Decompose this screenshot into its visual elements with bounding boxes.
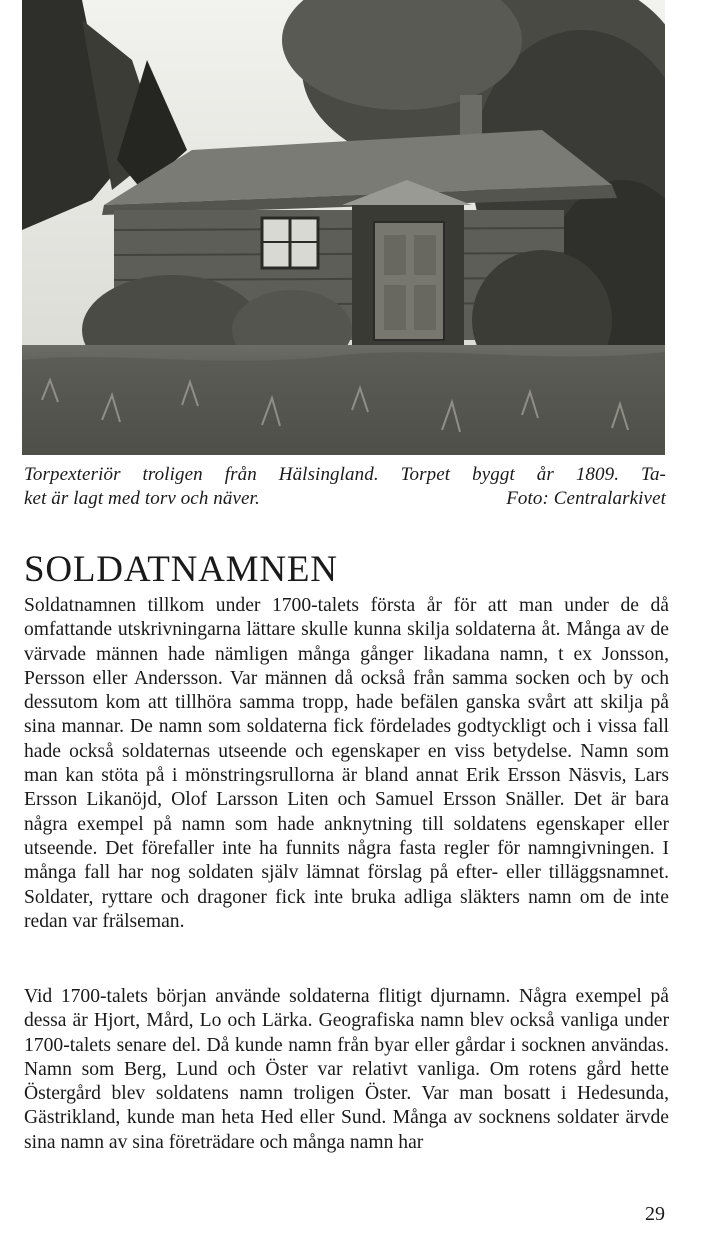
photo-caption-text: ket är lagt med torv och näver. [24, 488, 260, 509]
cottage-photo [22, 0, 665, 455]
article-paragraph-1: Soldatnamnen tillkom under 1700-talets första år för att man under de då omfattande utskrivningarna lättare skulle kunna skilja soldaterna åt. Många av de värvade männen hade nämligen många gånger likadana namn, t ex Jonsson, Persson eller Andersson. Var männen då också från samma socken och by och dessutom kom att tillhöra samma tropp, hade befälen ganska svårt att skilja på sina mannar. De namn som soldaterna fick fördelades godtyckligt och i vissa fall hade också soldaternas utseende och egenskaper en viss betydelse. Namn som man kan stöta på i mönstringsrullorna är bland annat Erik Ersson Näsvis, Lars Ersson Likanöjd, Olof Larsson Liten och Samuel Ersson Snäller. Det är bara några exempel på namn som hade anknytning till soldatens egenskaper eller utseende. Det förefaller inte ha funnits några fasta regler för namngivningen. I många fall har nog soldaten själv lämnat förslag på efter- eller tilläggsnamnet. Soldater, ryttare och dragoner fick inte bruka adliga släkters namn om de inte redan var frälseman. [24, 595, 669, 932]
article-heading: SOLDATNAMNEN [24, 549, 338, 590]
cottage-illustration [22, 0, 665, 455]
photo-caption-line-2 [24, 487, 666, 511]
page-number: 29 [645, 1203, 665, 1225]
photo-credit: Foto: Centralarkivet [506, 488, 666, 509]
photo-caption-line-1: Torpexteriör troligen från Hälsingland. Torpet byggt år 1809. Ta- [24, 464, 666, 485]
article-paragraph-2: Vid 1700-talets början använde soldaterna flitigt djurnamn. Några exempel på dessa är Hjort, Mård, Lo och Lärka. Geografiska namn blev också vanliga under 1700-talets senare del. Då kunde namn från byar eller gårdar i socknen användas. Namn som Berg, Lund och Öster var relativt vanliga. Om rotens gård hette Östergård blev soldatens namn troligen Öster. Var man bosatt i Hedesunda, Gästrikland, kunde man heta Hed eller Sund. Många av socknens soldater ärvde sina namn av sina företrädare och många namn har [24, 986, 669, 1153]
